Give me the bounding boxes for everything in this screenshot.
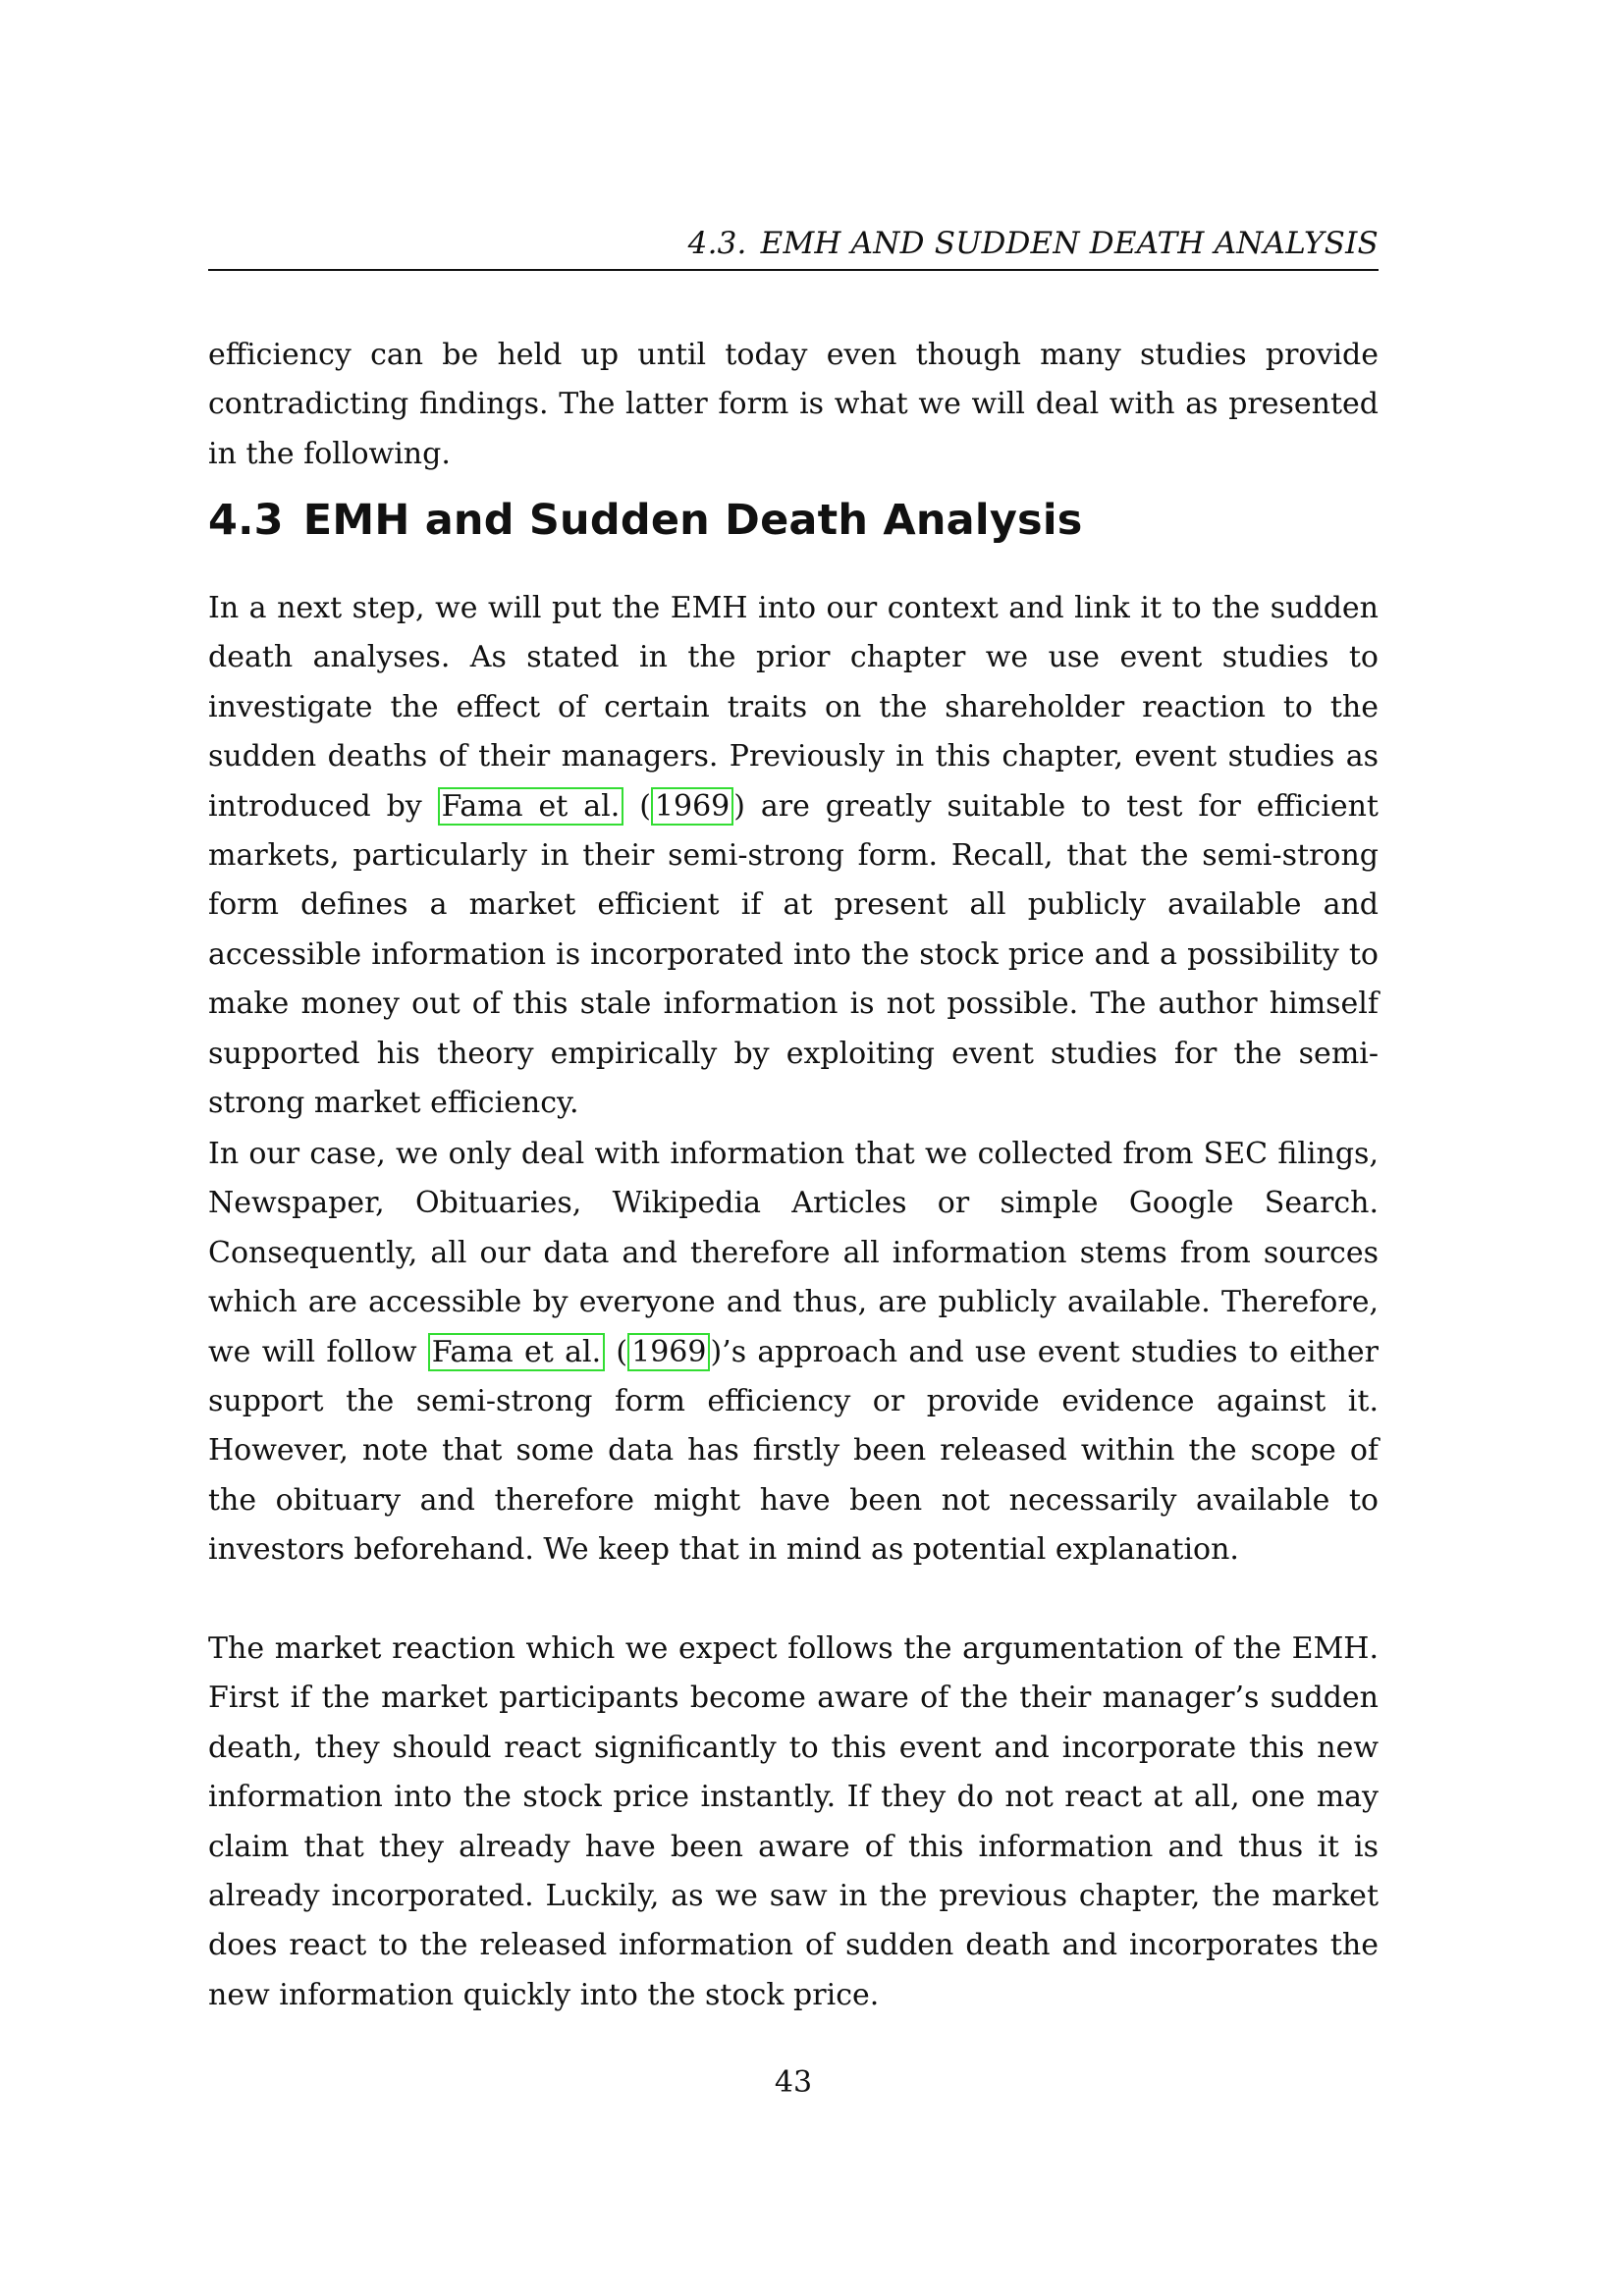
paragraph-2 bbox=[208, 1130, 1379, 1575]
citation-link-year[interactable]: 1969 bbox=[627, 1333, 710, 1371]
paragraph-1 bbox=[208, 584, 1379, 1128]
citation-open-paren: ( bbox=[616, 1334, 628, 1369]
paragraph-2-text-start: In our case, we only deal with information that we collected from SEC filings, Newspaper, Obituaries, Wikipedia Articles or simple Google Search. Consequently, all our data and therefore all information stems from sources which are accessible by everyone and thus, are publicly available. Therefore, we will follow bbox=[208, 1137, 1379, 1369]
running-header bbox=[208, 224, 1379, 263]
paragraph-intro bbox=[208, 331, 1379, 479]
section-number: 4.3 bbox=[208, 496, 284, 545]
running-header-title: EMH AND SUDDEN DEATH ANALYSIS bbox=[760, 226, 1379, 261]
section-title: EMH and Sudden Death Analysis bbox=[302, 496, 1083, 545]
citation-link-author[interactable]: Fama et al. bbox=[428, 1333, 605, 1371]
paragraph-intro-text: efficiency can be held up until today even though many studies provide contradicting findings. The latter form is what we will deal with as presented in the following. bbox=[208, 338, 1379, 471]
paragraph-3-text: The market reaction which we expect follows the argumentation of the EMH. First if the market participants become aware of the their manager’s sudden death, they should react significantly to this event and incorporate this new information into the stock price instantly. If they do not react at all, one may claim that they already have been aware of this information and thus it is already incorporated. Luckily, as we saw in the previous chapter, the market does react to the released information of sudden death and incorporates the new information quickly into the stock price. bbox=[208, 1631, 1379, 2012]
paragraph-1-text-end: ) are greatly suitable to test for efficient markets, particularly in their semi-strong form. Recall, that the semi-strong form defines a market efficient if at present all publicly available and accessible information is incorporated into the stock price and a possibility to make money out of this stale information is not possible. The author himself supported his theory empirically by exploiting event studies for the semi-strong market efficiency. bbox=[208, 788, 1379, 1121]
paragraph-2-text-end: )’s approach and use event studies to either support the semi-strong form efficiency or provide evidence against it. However, note that some data has firstly been released within the scope of the obituary and therefore might have been not necessarily available to investors beforehand. We keep that in mind as potential explanation. bbox=[208, 1334, 1379, 1568]
header-rule bbox=[208, 269, 1379, 271]
citation-open-paren: ( bbox=[639, 788, 651, 824]
citation-link-author[interactable]: Fama et al. bbox=[438, 787, 624, 826]
section-heading bbox=[208, 491, 1379, 550]
paragraph-3 bbox=[208, 1625, 1379, 2020]
page-number: 43 bbox=[774, 2065, 813, 2100]
citation-link-year[interactable]: 1969 bbox=[651, 787, 733, 826]
running-header-section-number: 4.3. bbox=[687, 226, 747, 261]
paragraph-1-text-start: In a next step, we will put the EMH into our context and link it to the sudden death analyses. As stated in the prior chapter we use event studies to investigate the effect of certain traits on the shareholder reaction to the sudden deaths of their managers. Previously in this chapter, event studies as introduced by bbox=[208, 591, 1379, 824]
